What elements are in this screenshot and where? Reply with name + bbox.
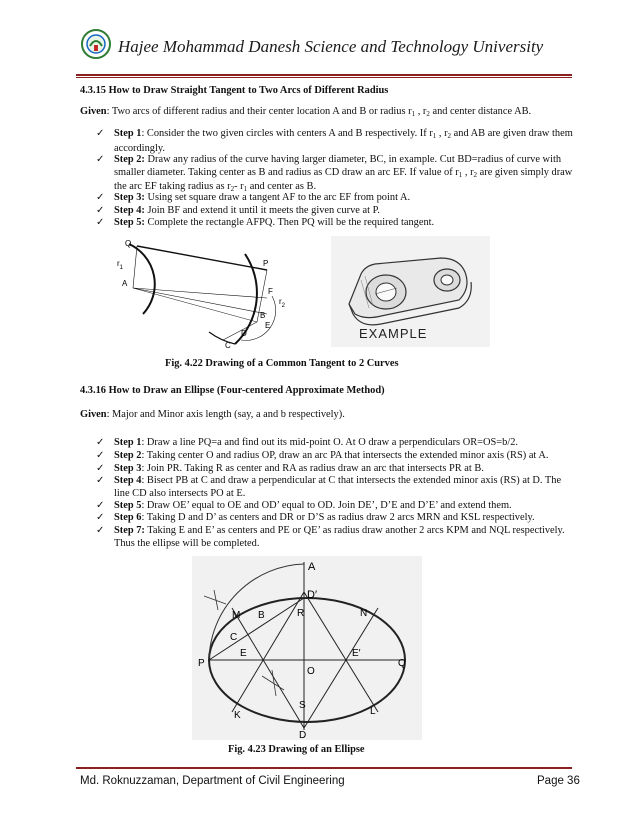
list-item	[96, 154, 576, 196]
university-logo-icon	[80, 28, 112, 60]
step-text: , r	[436, 128, 448, 139]
footer-divider	[76, 767, 572, 769]
label-a: A	[308, 561, 316, 573]
subscript: 2	[473, 170, 478, 179]
step-text: and center as B.	[247, 181, 317, 193]
label-e: E	[240, 648, 247, 659]
step-label: Step 3	[114, 463, 142, 474]
step-text: - r	[234, 181, 244, 193]
subscript: 1	[243, 185, 248, 194]
step-label: Step 3:	[114, 192, 145, 203]
step-label: Step 2	[114, 450, 142, 461]
list-item	[96, 512, 576, 525]
list-item	[96, 437, 576, 450]
label-m: M	[232, 610, 241, 621]
checkmark-icon: ✓	[96, 192, 105, 203]
label-p: P	[198, 658, 205, 669]
label-f: F	[268, 287, 273, 296]
label-k: K	[234, 710, 241, 721]
step-label: Step 4:	[114, 205, 145, 216]
label-b: B	[260, 311, 266, 320]
subscript: 2	[230, 185, 235, 194]
label-o: O	[307, 666, 315, 677]
label-p: P	[263, 259, 269, 268]
section-title-tangent: 4.3.15 How to Draw Straight Tangent to Two Arcs of Different Radius	[80, 85, 389, 96]
list-item	[96, 205, 576, 218]
given-label: Given	[80, 106, 107, 117]
subscript: 1	[411, 110, 416, 118]
step-text: Taking E and E’ as centers and PE or QE’ as radius draw another 2 arcs KPM and NQL respectively. Thus the ellipse will be completed.	[114, 525, 565, 549]
figure-caption-4-23: Fig. 4.23 Drawing of an Ellipse	[228, 744, 365, 755]
step-label: Step 6	[114, 512, 142, 523]
footer-author: Md. Roknuzzaman, Department of Civil Engineering	[80, 775, 345, 787]
figure-caption-4-22: Fig. 4.22 Drawing of a Common Tangent to 2 Curves	[165, 358, 399, 369]
step-label: Step 5	[114, 500, 142, 511]
section2-given	[80, 409, 580, 422]
label-q: Q	[398, 658, 406, 669]
checkmark-icon: ✓	[96, 475, 105, 486]
label-d: D	[241, 329, 247, 338]
given-label: Given	[80, 409, 107, 420]
step-label: Step 1	[114, 128, 142, 139]
step-text: : Bisect PB at C and draw a perpendicular at C that intersects the extended minor axis (RS) at D. The line CD also intersects PO at E.	[114, 475, 562, 499]
label-b: B	[258, 610, 265, 621]
step-label: Step 7:	[114, 525, 145, 536]
checkmark-icon: ✓	[96, 463, 105, 474]
example-label: EXAMPLE	[359, 326, 428, 341]
label-n: N	[360, 608, 368, 619]
step-text: and AB are given draw them accordingly.	[114, 128, 573, 154]
checkmark-icon: ✓	[96, 154, 105, 165]
step-text: Draw any radius of the curve having larger diameter, BC, in example. Cut BD=radius of curve with smaller diameter. Taking center as B and radius as CD draw an arc EF. If value of r	[114, 154, 562, 178]
label-q: Q	[125, 239, 132, 248]
page-header-title: Hajee Mohammad Danesh Science and Technology University	[118, 37, 544, 56]
subscript: 2	[426, 110, 430, 118]
label-d-prime: D′	[307, 589, 318, 601]
list-item	[96, 500, 576, 513]
step-label: Step 5:	[114, 217, 145, 228]
list-item	[96, 475, 576, 500]
label-a: A	[122, 279, 128, 288]
checkmark-icon: ✓	[96, 128, 105, 139]
step-text: , r	[462, 166, 474, 178]
checkmark-icon: ✓	[96, 500, 105, 511]
list-item	[96, 450, 576, 463]
given-text: , r	[415, 106, 427, 117]
step-text: Complete the rectangle AFPQ. Then PQ will be the required tangent.	[144, 217, 435, 228]
list-item	[96, 463, 576, 476]
example-image	[331, 236, 490, 347]
step-text: : Taking center O and radius OP, draw an arc PA that intersects the extended minor axis (RS) at A.	[141, 450, 549, 461]
page-number: Page 36	[537, 775, 580, 787]
label-r2: $r_2$	[279, 297, 286, 309]
checkmark-icon: ✓	[96, 437, 105, 448]
list-item	[96, 192, 576, 205]
small-arc	[129, 244, 155, 314]
tangent-diagram	[107, 236, 319, 356]
checkmark-icon: ✓	[96, 450, 105, 461]
header-divider	[76, 74, 572, 76]
subscript: 1	[432, 132, 437, 140]
list-item	[96, 525, 576, 550]
checkmark-icon: ✓	[96, 525, 105, 536]
label-c: C	[225, 341, 231, 350]
step-text: : Draw OE’ equal to OE and OD’ equal to OD. Join DE’, D’E and D’E’ and extend them.	[141, 500, 512, 511]
step-text: are given simply draw the arc EF taking radius as r	[114, 166, 573, 193]
given-text: : Two arcs of different radius and their center location A and B or radius r	[106, 106, 412, 117]
label-s: S	[299, 700, 306, 711]
header-divider-thin	[76, 77, 572, 78]
given-text: : Major and Minor axis length (say, a and b respectively).	[106, 409, 345, 420]
step-label: Step 4	[114, 475, 142, 486]
checkmark-icon: ✓	[96, 512, 105, 523]
step-label: Step 1	[114, 437, 142, 448]
list-item	[96, 128, 576, 155]
subscript: 1	[458, 170, 463, 179]
subscript: 2	[447, 132, 452, 140]
step-text: : Draw a line PQ=a and find out its mid-point O. At O draw a perpendiculars OR=OS=b/2.	[141, 437, 519, 448]
label-e: E	[265, 321, 271, 330]
label-e-prime: E′	[352, 648, 361, 659]
label-d: D	[299, 730, 307, 740]
step-label: Step 2:	[114, 154, 145, 165]
section1-given	[80, 106, 580, 121]
label-c: C	[230, 632, 238, 643]
list-item	[96, 217, 576, 230]
section-title-ellipse: 4.3.16 How to Draw an Ellipse (Four-centered Approximate Method)	[80, 385, 385, 396]
step-text: : Taking D and D’ as centers and DR or D’S as radius draw 2 arcs MRN and KSL respectively.	[141, 512, 535, 523]
ellipse-diagram	[192, 556, 422, 740]
checkmark-icon: ✓	[96, 205, 105, 216]
step-text: Using set square draw a tangent AF to the arc EF from point A.	[144, 192, 411, 203]
given-text: and center distance AB.	[429, 106, 532, 117]
label-l: L	[370, 706, 376, 717]
checkmark-icon: ✓	[96, 217, 105, 228]
label-r1: $r_1$	[117, 259, 124, 271]
step-text: : Join PR. Taking R as center and RA as radius draw an arc that intersects PR at B.	[141, 463, 484, 474]
step-text: Join BF and extend it until it meets the given curve at P.	[144, 205, 380, 216]
step-text: : Consider the two given circles with centers A and B respectively. If r	[141, 128, 433, 139]
label-r: R	[297, 608, 305, 619]
